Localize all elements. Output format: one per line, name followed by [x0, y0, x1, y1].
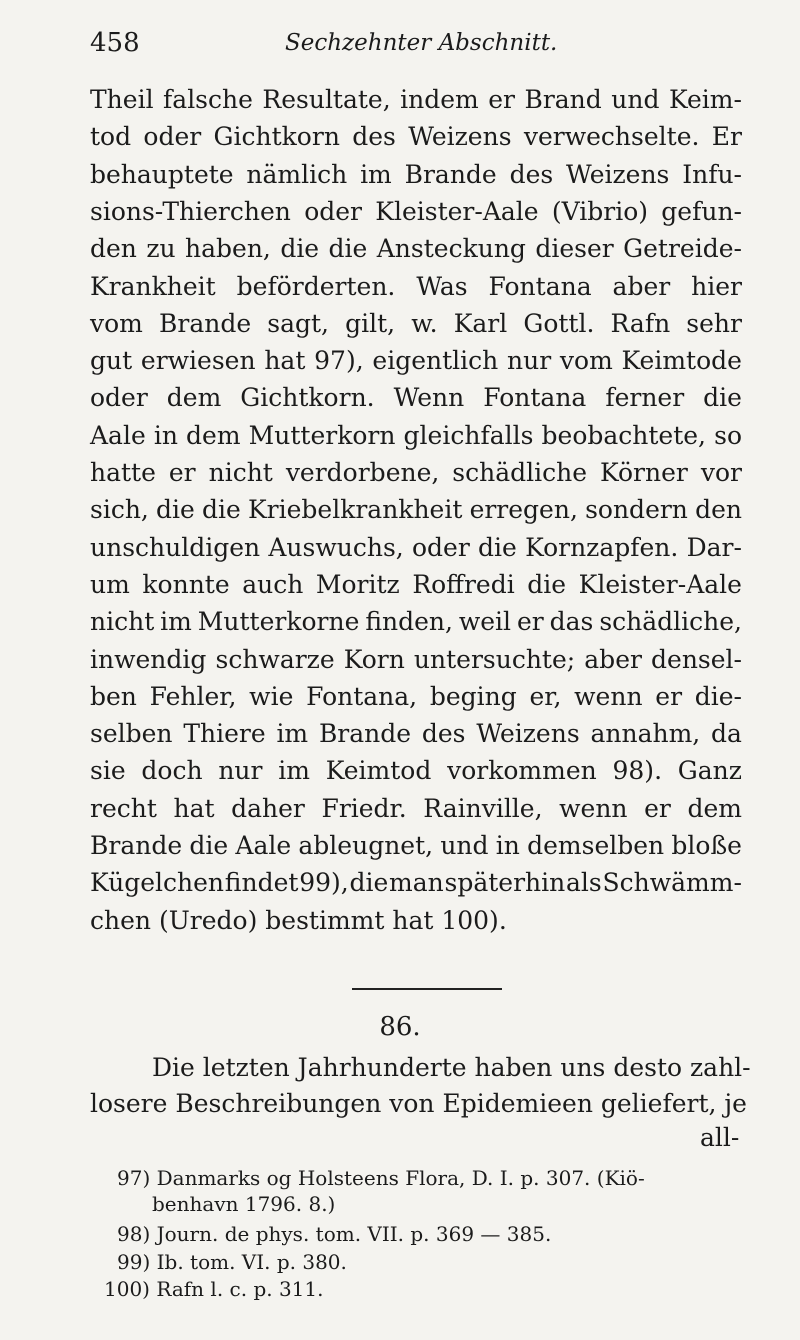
word: im	[276, 719, 309, 749]
word: die	[189, 831, 229, 860]
word: den	[695, 495, 742, 525]
word: Infu-	[682, 159, 742, 189]
word: vorkommen	[447, 756, 597, 786]
word: Brande	[90, 831, 183, 860]
word: ben	[90, 681, 137, 711]
word: Thiere	[183, 719, 266, 749]
word: bloße	[671, 831, 742, 860]
word: Aale	[235, 831, 292, 860]
word: auch	[242, 569, 304, 599]
word: Brande	[159, 308, 252, 338]
word: schädliche,	[599, 607, 742, 637]
word: Theil	[90, 85, 154, 114]
word: Aale	[90, 420, 146, 450]
word: vom	[559, 346, 613, 376]
word: beobachtete,	[541, 420, 707, 450]
word: er,	[529, 681, 562, 711]
word: nur	[507, 346, 552, 376]
word: weil	[458, 607, 512, 637]
word: finden,	[365, 607, 453, 637]
body-line	[90, 530, 742, 566]
word: Rainville,	[423, 793, 543, 823]
word: schwarze	[215, 644, 335, 674]
word: Korn	[343, 644, 405, 674]
word: er	[488, 85, 515, 114]
word: oder	[304, 196, 362, 226]
word: haben,	[185, 234, 271, 264]
word: doch	[141, 756, 203, 786]
body-line	[90, 418, 742, 454]
word: er	[516, 607, 544, 637]
word: Roffredi	[412, 569, 515, 599]
word: verwechselte.	[523, 122, 700, 152]
body-line	[90, 791, 742, 827]
word: selben	[90, 719, 173, 749]
word: dem	[186, 420, 241, 450]
word: verdorbene,	[285, 458, 440, 487]
word: (Vibrio)	[551, 196, 648, 226]
word: nämlich	[246, 159, 348, 189]
word: 97),	[314, 346, 364, 376]
word: Weizens	[566, 159, 670, 189]
body-line	[90, 492, 742, 528]
word: nicht	[208, 458, 273, 487]
word: Fontana	[488, 271, 592, 301]
body-line	[90, 567, 742, 603]
word: falsche	[163, 85, 253, 114]
word: Kleister-Aale	[578, 569, 742, 599]
word: um	[90, 569, 130, 599]
word: Brande	[404, 159, 497, 189]
word: nur	[218, 756, 263, 786]
word: 99),	[299, 868, 349, 898]
word: Gottl.	[523, 308, 595, 338]
body-line	[90, 455, 742, 491]
word: Mutterkorne	[197, 607, 360, 637]
word: densel-	[651, 644, 742, 674]
word: des	[352, 122, 396, 152]
word: Fontana,	[306, 681, 418, 711]
word: Getreide-	[623, 234, 742, 264]
word: Resultate,	[262, 85, 391, 114]
word: die	[280, 234, 320, 264]
body-line	[90, 380, 742, 416]
word: eigentlich	[372, 346, 499, 376]
word: späterhin	[444, 868, 566, 898]
body-line	[90, 343, 742, 379]
word: unschuldigen	[90, 532, 261, 562]
word: da	[711, 719, 742, 749]
word: die	[156, 495, 195, 525]
word: Fehler,	[149, 681, 237, 711]
word: Fontana	[483, 383, 587, 413]
word: Ganz	[677, 756, 742, 786]
body-line	[90, 119, 742, 155]
word: oder	[90, 383, 148, 413]
word: Was	[416, 271, 468, 301]
word: dem	[687, 793, 742, 823]
paragraph2-line: all-	[700, 1123, 740, 1152]
word: gleichfalls	[403, 420, 534, 450]
word: tod	[90, 122, 132, 152]
word: nicht	[90, 607, 155, 637]
word: Brand	[524, 85, 602, 114]
word: dieser	[535, 234, 614, 264]
word: im	[360, 159, 392, 189]
section-number: 86.	[379, 1012, 421, 1042]
word: in	[495, 831, 520, 860]
word: ferner	[605, 383, 685, 413]
word: untersuchte;	[413, 644, 576, 674]
word: Auswuchs,	[268, 532, 404, 562]
body-line	[90, 82, 742, 118]
word: gut	[90, 346, 133, 376]
word: findet	[224, 868, 299, 898]
word: wenn	[559, 793, 628, 823]
word: sions-Thierchen	[90, 196, 291, 226]
word: in	[153, 420, 178, 450]
word: indem	[400, 85, 479, 114]
body-line	[90, 753, 742, 789]
word: w.	[411, 308, 438, 338]
word: Wenn	[393, 383, 465, 413]
footnote-line: benhavn 1796. 8.)	[152, 1192, 336, 1216]
word: und	[611, 85, 660, 114]
word: sagt,	[267, 308, 329, 338]
word: im	[160, 607, 192, 637]
word: als	[566, 868, 602, 898]
word: wenn	[574, 681, 643, 711]
word: die	[349, 868, 389, 898]
word: er	[644, 793, 671, 823]
word: Gichtkorn	[213, 122, 340, 152]
word: vor	[700, 458, 742, 487]
paragraph2-line: losere Beschreibungen von Epidemieen geliefert, je	[90, 1089, 747, 1118]
word: Kriebelkrankheit	[247, 495, 463, 525]
word: Kleister-Aale	[375, 196, 539, 226]
word: Keimtode	[621, 346, 742, 376]
word: recht	[90, 793, 157, 823]
body-line	[90, 269, 742, 305]
word: Friedr.	[321, 793, 407, 823]
body-line: chen (Uredo) bestimmt hat 100).	[90, 905, 507, 935]
word: und	[440, 831, 489, 860]
body-line	[90, 679, 742, 715]
word: konnte	[142, 569, 230, 599]
word: schädliche	[452, 458, 588, 487]
word: hat	[264, 346, 306, 376]
word: so	[714, 420, 742, 450]
word: sich,	[90, 495, 149, 525]
word: Weizens	[476, 719, 580, 749]
word: Kügelchen	[90, 868, 225, 898]
word: annahm,	[590, 719, 701, 749]
word: hat	[173, 793, 215, 823]
word: Karl	[453, 308, 508, 338]
word: dem	[166, 383, 222, 413]
section-rule	[352, 988, 502, 990]
running-head: Sechzehnter Abschnitt.	[285, 30, 558, 56]
body-line	[90, 604, 742, 640]
word: Kornzapfen.	[525, 532, 679, 562]
word: Brande	[318, 719, 412, 749]
word: man	[389, 868, 444, 898]
word: er	[655, 681, 683, 711]
word: das	[549, 607, 594, 637]
word: Keimtod	[325, 756, 432, 786]
word: die-	[694, 681, 742, 711]
word: hatte	[90, 458, 156, 487]
body-line	[90, 828, 742, 864]
body-line	[90, 231, 742, 267]
word: gilt,	[345, 308, 396, 338]
word: sie	[90, 756, 126, 786]
body-line	[90, 716, 742, 752]
word: daher	[231, 793, 305, 823]
word: sehr	[686, 308, 742, 338]
word: Ansteckung	[376, 234, 526, 264]
footnote-line: 99) Ib. tom. VI. p. 380.	[117, 1250, 347, 1274]
word: Moritz	[315, 569, 400, 599]
footnote-line: 98) Journ. de phys. tom. VII. p. 369 — 385.	[117, 1222, 552, 1246]
word: ableugnet,	[298, 831, 434, 860]
word: er	[168, 458, 196, 487]
word: beförderten.	[236, 271, 396, 301]
word: 98).	[612, 756, 663, 786]
word: gefun-	[661, 196, 742, 226]
word: vom	[90, 308, 143, 338]
word: Körner	[600, 458, 688, 487]
word: sondern	[585, 495, 688, 525]
word: oder	[143, 122, 202, 152]
word: Er	[711, 122, 742, 152]
word: im	[278, 756, 310, 786]
word: Keim-	[668, 85, 742, 114]
word: erwiesen	[140, 346, 256, 376]
word: zu	[146, 234, 176, 264]
body-line	[90, 194, 742, 230]
word: Dar-	[686, 532, 742, 562]
paragraph2-line: Die letzten Jahrhunderte haben uns desto zahl-	[152, 1053, 751, 1082]
word: wie	[249, 681, 294, 711]
word: erregen,	[469, 495, 578, 525]
word: die	[328, 234, 368, 264]
word: die	[527, 569, 567, 599]
footnote-line: 100) Rafn l. c. p. 311.	[104, 1277, 324, 1301]
word: Gichtkorn.	[240, 383, 375, 413]
word: des	[509, 159, 554, 189]
body-line	[90, 306, 742, 342]
page-number: 458	[90, 28, 140, 58]
word: aber	[584, 644, 642, 674]
body-line	[90, 642, 742, 678]
word: die	[202, 495, 241, 525]
word: aber	[612, 271, 671, 301]
word: Weizens	[408, 122, 512, 152]
word: Krankheit	[90, 271, 216, 301]
word: Mutterkorn	[248, 420, 396, 450]
word: oder	[411, 532, 470, 562]
word: die	[703, 383, 742, 413]
page-header	[90, 28, 750, 68]
word: Rafn	[610, 308, 671, 338]
word: des	[421, 719, 466, 749]
word: Schwämm-	[602, 868, 742, 898]
word: den	[90, 234, 137, 264]
word: behauptete	[90, 159, 234, 189]
word: hier	[691, 271, 742, 301]
word: demselben	[527, 831, 665, 860]
body-line	[90, 865, 742, 901]
footnote-line: 97) Danmarks og Holsteens Flora, D. I. p. 307. (Kiö-	[117, 1166, 645, 1190]
word: inwendig	[90, 644, 207, 674]
word: die	[478, 532, 517, 562]
body-line	[90, 157, 742, 193]
word: beging	[429, 681, 517, 711]
